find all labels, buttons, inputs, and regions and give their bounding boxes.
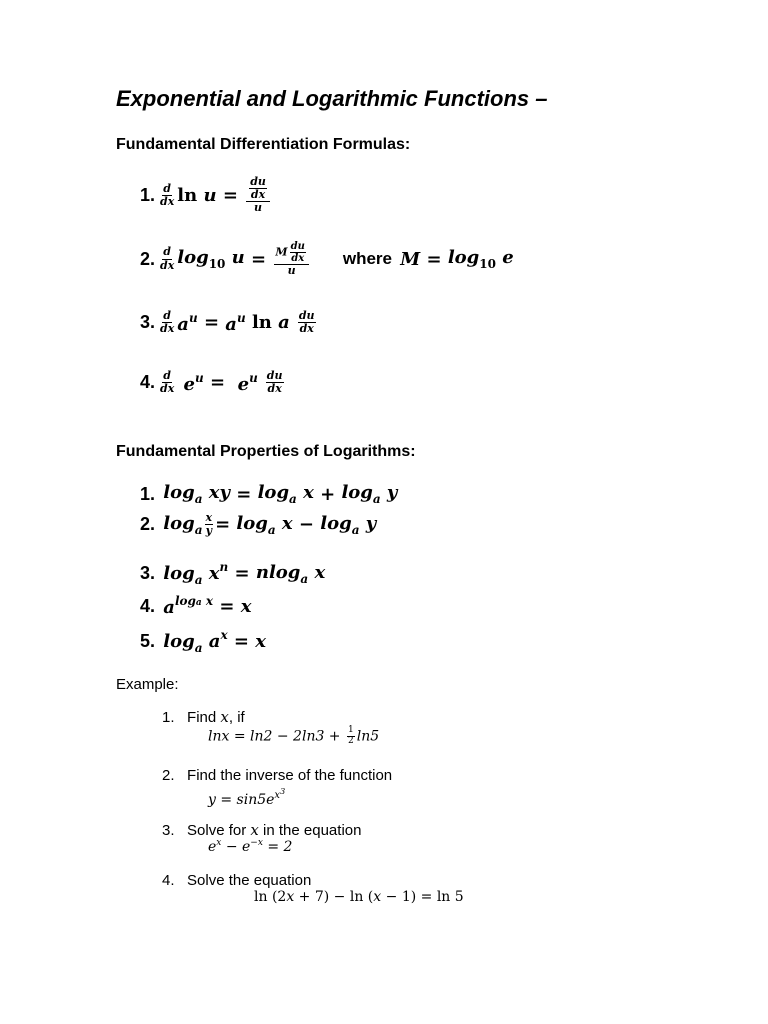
log-property-5: 5. $\log_a a^x$ = x <box>140 628 266 655</box>
formula-number: 1. <box>140 184 156 205</box>
formula-number: 3. <box>140 312 156 333</box>
where-label: where <box>342 249 392 269</box>
property-number: 4. <box>140 595 156 616</box>
property-number: 2. <box>140 514 156 535</box>
example-text: Solve for <box>187 822 251 839</box>
example-number: 3. <box>162 822 175 839</box>
example-number: 1. <box>162 709 175 726</box>
example-label: Example: <box>116 676 179 693</box>
example-variable: x <box>250 821 259 839</box>
log-property-2: 2. $\log_a$ $\frac{x}{y}$ = $\log_a x$ − $\log_a y$ <box>140 511 377 538</box>
diff-formula-2: 2. $\frac{d}{dx}$ $\log_{10} u$ = M $\frac{du}{dx}$ u where M = $\log_{10} e$ <box>140 241 514 277</box>
example-item-3 <box>162 821 361 839</box>
example-item-2 <box>162 767 392 784</box>
log-property-4: 4. $a^{loga x}$ = x <box>140 594 252 618</box>
example-equation-2: $y = \sin 5e^{x^3}$ <box>208 787 286 808</box>
example-text: Solve the equation <box>187 872 312 889</box>
formula-number: 4. <box>140 372 156 393</box>
example-text: , if <box>228 709 245 726</box>
example-text: Find <box>187 709 221 726</box>
example-text: Find the inverse of the function <box>187 767 393 784</box>
diff-formula-1: 1. $\frac{d}{dx}$ ln u = $\frac{\frac{du}{dx}}{u}$ <box>140 176 272 214</box>
log-property-1: 1. $\log_a$ xy = $\log_a x$ + $\log_a y$ <box>140 482 398 506</box>
example-equation-4: ln (2x + 7) − ln (x − 1) = ln 5 <box>254 889 464 905</box>
log-property-3: 3. $\log_a x^n$ = nlog$_a$ x <box>140 560 326 587</box>
example-variable: x <box>220 708 229 726</box>
diff-formula-3: 3. $\frac{d}{dx}$ $a^u$ = $a^u$ ln a $\frac{du}{dx}$ <box>140 309 315 336</box>
property-number: 3. <box>140 563 156 583</box>
example-equation-1: lnx = ln2 − 2ln3 + $\frac{1}{2}$ ln5 <box>208 725 380 746</box>
example-number: 4. <box>162 872 175 889</box>
property-number: 1. <box>140 483 156 504</box>
example-item-1 <box>162 708 245 726</box>
example-equation-3: $e^x - e^{-x} = 2$ <box>208 838 293 855</box>
example-number: 2. <box>162 767 175 784</box>
diff-formula-4: 4. $\frac{d}{dx}$ $e^u$ = $e^u$ $\frac{du}{dx}$ <box>140 369 283 396</box>
properties-heading: Fundamental Properties of Logarithms: <box>116 443 416 460</box>
property-number: 5. <box>140 631 156 651</box>
example-item-4 <box>162 872 311 889</box>
differentiation-heading: Fundamental Differentiation Formulas: <box>116 136 411 153</box>
example-text: in the equation <box>258 822 362 839</box>
formula-number: 2. <box>140 248 156 269</box>
page-title: Exponential and Logarithmic Functions – <box>116 86 548 111</box>
